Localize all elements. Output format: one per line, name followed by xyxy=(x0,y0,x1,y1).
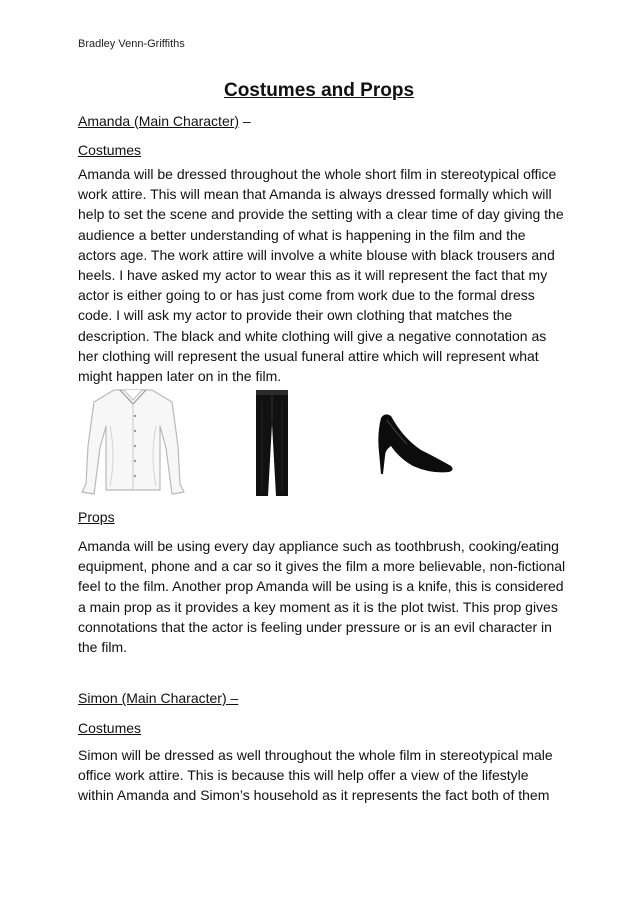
black-trousers-image xyxy=(250,388,294,498)
amanda-heading-label: Amanda (Main Character) xyxy=(78,113,240,129)
text-line: the film. xyxy=(78,639,128,656)
text-line: Amanda will be using every day appliance such as toothbrush, cooking/eating xyxy=(78,538,559,554)
text-line: office work attire. This is because this will help offer a view of the lifestyle xyxy=(78,767,529,784)
text-line: her clothing will represent the usual funeral attire which will represent what xyxy=(78,347,539,364)
text-line: feel to the film. Another prop Amanda will be using is a knife, this is considered xyxy=(78,578,564,595)
simon-costumes-heading: Costumes xyxy=(78,720,142,736)
amanda-costumes-paragraph xyxy=(78,164,570,386)
amanda-props-heading: Props xyxy=(78,509,115,525)
amanda-costumes-heading: Costumes xyxy=(78,142,142,158)
text-line: actors age. The work attire will involve a white blouse with black trousers and xyxy=(78,246,555,263)
text-line: a main prop as it provides a key moment as it is the plot twist. This prop gives xyxy=(78,598,558,615)
text-line: code. I will ask my actor to provide their own clothing that matches the xyxy=(78,307,513,324)
text-line: connotations that the actor is feeling under pressure or is an evil character in xyxy=(78,618,552,635)
white-blouse-image xyxy=(80,386,186,498)
text-line: help to set the scene and provide the setting with a clear time of day giving the xyxy=(78,206,564,223)
text-line: audience a better understanding of what is happening in the film and the xyxy=(78,226,526,243)
page-title: Costumes and Props xyxy=(223,80,415,101)
amanda-props-paragraph xyxy=(78,536,570,657)
text-line: work attire. This will mean that Amanda is always dressed formally which will xyxy=(78,186,552,203)
text-line: heels. I have asked my actor to wear this as it will represent the fact that my xyxy=(78,267,548,284)
text-line: Simon will be dressed as well throughout the whole film in stereotypical male xyxy=(78,747,553,763)
amanda-heading xyxy=(78,113,251,129)
simon-costumes-paragraph xyxy=(78,745,570,806)
text-line: might happen later on in the film. xyxy=(78,368,282,385)
page-header-author: Bradley Venn-Griffiths xyxy=(78,38,185,50)
text-line: equipment, phone and a car so it gives the film a more believable, non-fictional xyxy=(78,558,566,575)
simon-heading: Simon (Main Character) – xyxy=(78,690,239,706)
text-line: actor is either going to or has just come from work due to the formal dress xyxy=(78,287,535,304)
amanda-heading-dash: – xyxy=(239,113,251,129)
text-line: description. The black and white clothing will give a negative connotation as xyxy=(78,327,547,344)
text-line: within Amanda and Simon’s household as it represents the fact both of them xyxy=(78,787,550,804)
text-line: Amanda will be dressed throughout the whole short film in stereotypical office xyxy=(78,166,557,182)
black-heel-image xyxy=(373,410,455,476)
